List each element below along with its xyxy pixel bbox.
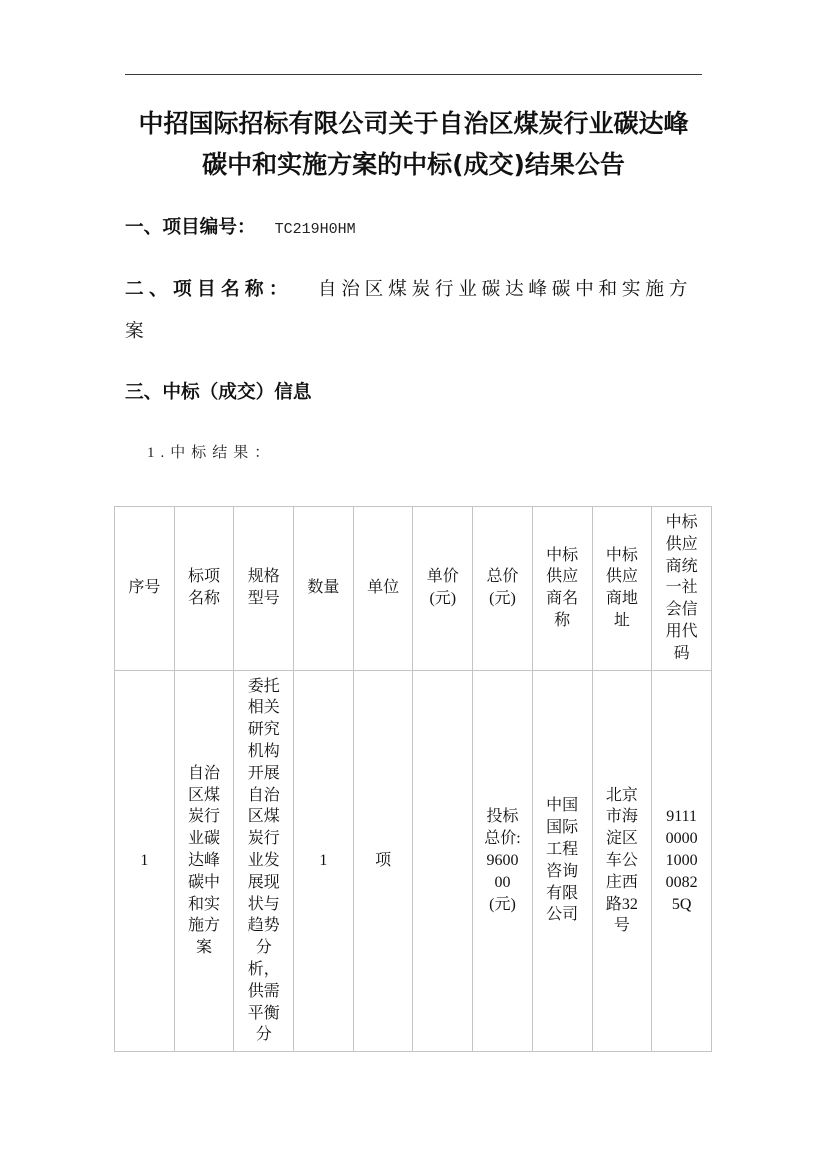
section-project-number bbox=[125, 214, 702, 244]
award-result-table bbox=[114, 506, 712, 1052]
cell-spec-model: 委托相关研究机构开展自治区煤炭行业发展现状与趋势分析，供需平衡分 bbox=[234, 670, 294, 1052]
document-title: 中招国际招标有限公司关于自治区煤炭行业碳达峰碳中和实施方案的中标(成交)结果公告 bbox=[138, 109, 689, 179]
section-award-info-heading: 三、中标（成交）信息 bbox=[125, 382, 312, 403]
section-project-name bbox=[125, 269, 702, 353]
cell-item-name: 自治区煤炭行业碳达峰碳中和实施方案 bbox=[174, 670, 234, 1052]
table-row bbox=[115, 670, 712, 1052]
header-cell-supplier-address: 中标供应商地址 bbox=[592, 507, 652, 671]
cell-unit: 项 bbox=[353, 670, 413, 1052]
project-number-label: 一、项目编号： bbox=[125, 217, 256, 238]
table-header-row bbox=[115, 507, 712, 671]
cell-total-price: 投标总价:960000(元) bbox=[473, 670, 533, 1052]
cell-unit-price bbox=[413, 670, 473, 1052]
header-cell-item-name: 标项名称 bbox=[174, 507, 234, 671]
header-cell-supplier-name: 中标供应商名称 bbox=[532, 507, 592, 671]
cell-supplier-address: 北京市海淀区车公庄西路32号 bbox=[592, 670, 652, 1052]
header-cell-unit: 单位 bbox=[353, 507, 413, 671]
cell-quantity: 1 bbox=[294, 670, 354, 1052]
header-rule bbox=[125, 74, 702, 75]
cell-seq-no: 1 bbox=[115, 670, 175, 1052]
cell-supplier-credit-code: 91110000100000825Q bbox=[652, 670, 712, 1052]
header-cell-supplier-credit-code: 中标供应商统一社会信用代码 bbox=[652, 507, 712, 671]
header-cell-unit-price: 单价(元) bbox=[413, 507, 473, 671]
header-cell-spec-model: 规格型号 bbox=[234, 507, 294, 671]
award-result-label: 1.中标结果： bbox=[147, 445, 276, 461]
header-cell-total-price: 总价(元) bbox=[473, 507, 533, 671]
header-cell-seq-no: 序号 bbox=[115, 507, 175, 671]
project-name-value: 自治区煤炭行业碳达峰碳中和实施方案 bbox=[125, 279, 693, 342]
header-cell-quantity: 数量 bbox=[294, 507, 354, 671]
project-name-label: 二、项目名称： bbox=[125, 279, 293, 300]
cell-supplier-name: 中国国际工程咨询有限公司 bbox=[532, 670, 592, 1052]
project-number-value: TC219H0HM bbox=[274, 221, 356, 238]
